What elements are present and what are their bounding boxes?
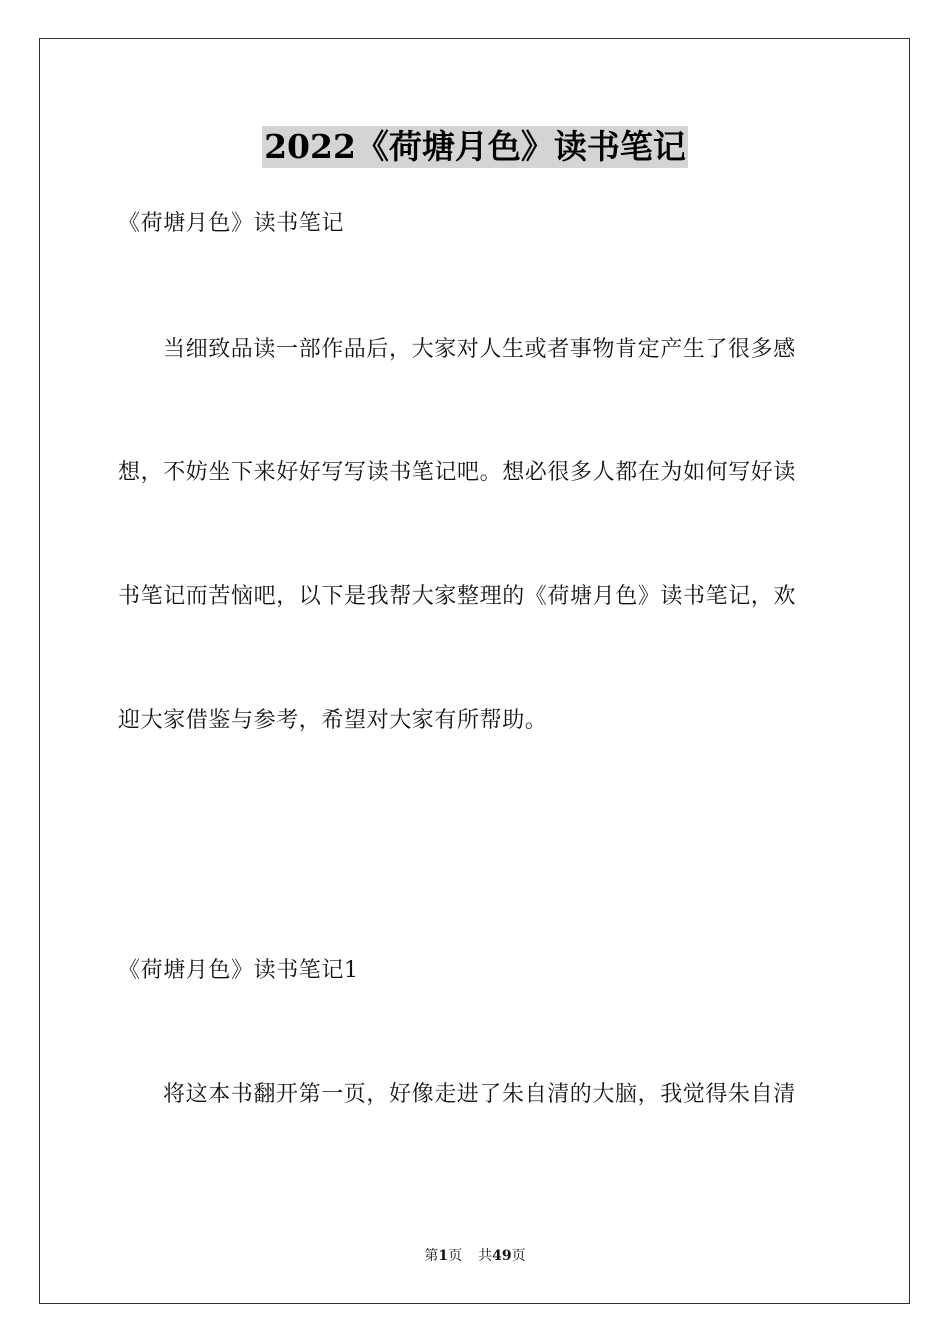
page-footer [0, 1246, 950, 1266]
section1-line-1: 将这本书翻开第一页，好像走进了朱自清的大脑，我觉得朱自清 [163, 1082, 796, 1107]
footer-total-prefix: 共 [478, 1248, 493, 1264]
document-title: 2022《荷塘月色》读书笔记 [264, 127, 686, 166]
intro-line-3: 书笔记而苦恼吧，以下是我帮大家整理的《荷塘月色》读书笔记，欢 [118, 584, 797, 609]
intro-line-1: 当细致品读一部作品后，大家对人生或者事物肯定产生了很多感 [163, 337, 796, 362]
section-heading-1: 《荷塘月色》读书笔记1 [118, 958, 359, 983]
footer-page-prefix: 第 [424, 1248, 439, 1264]
footer-total-pages: 49 [492, 1248, 512, 1264]
footer-total-suffix: 页 [511, 1248, 526, 1264]
intro-line-2: 想，不妨坐下来好好写写读书笔记吧。想必很多人都在为如何写好读 [118, 460, 797, 485]
footer-page-suffix: 页 [448, 1248, 463, 1264]
title-container [0, 126, 950, 168]
footer-page-number: 1 [438, 1248, 449, 1264]
intro-line-4: 迎大家借鉴与参考，希望对大家有所帮助。 [118, 708, 548, 733]
subtitle: 《荷塘月色》读书笔记 [118, 211, 345, 236]
